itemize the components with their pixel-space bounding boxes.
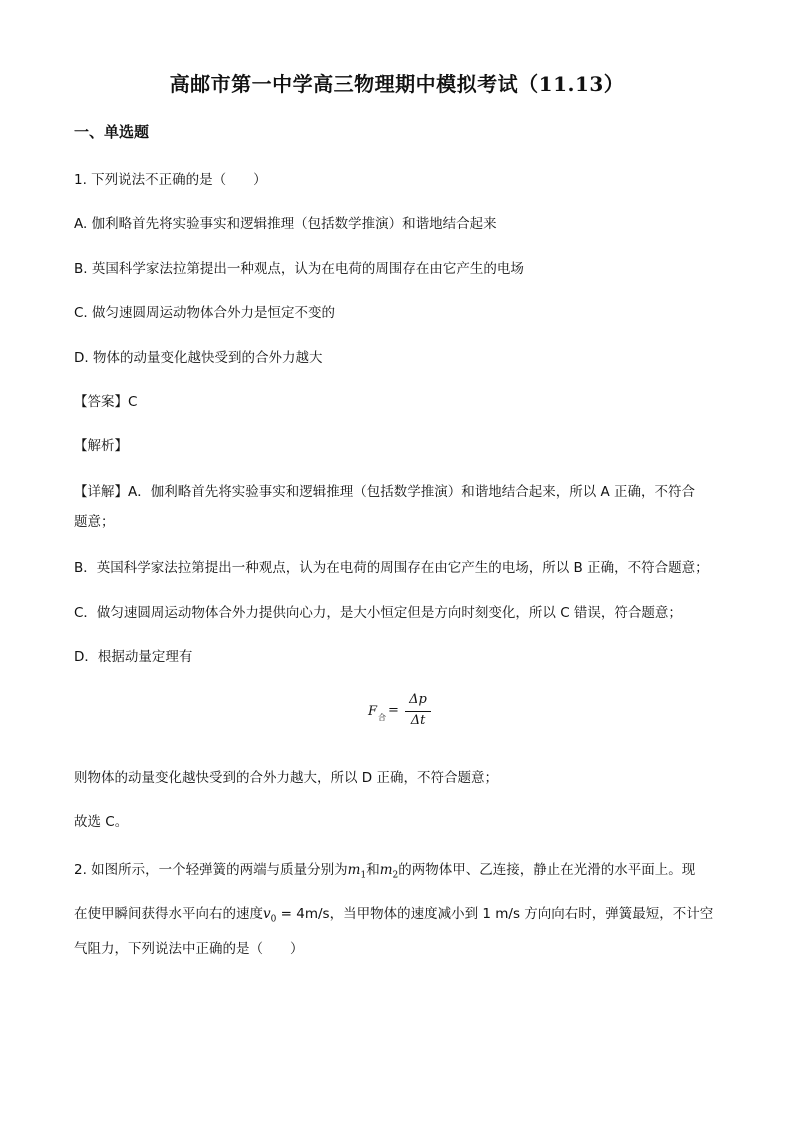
section-heading: 一、单选题 — [74, 123, 150, 141]
fraction-bar — [405, 711, 431, 712]
q1-option-d: D. 物体的动量变化越快受到的合外力越大 — [74, 350, 323, 366]
detail-b: B．英国科学家法拉第提出一种观点，认为在电荷的周围存在由它产生的电场，所以 B 正确，不符合题意； — [74, 560, 709, 576]
velocity-value: = 4m/s — [276, 906, 330, 922]
detail-tag: 【详解】 — [74, 484, 128, 500]
q2-line3: 气阻力，下列说法中正确的是（ ） — [74, 941, 304, 957]
detail-a-line1 — [74, 480, 695, 500]
analysis-tag: 【解析】 — [74, 438, 128, 454]
q2-text-b: 的两物体甲、乙连接，静止在光滑的水平面上。现 — [398, 862, 696, 878]
mass-1: $m_1$ — [347, 862, 367, 881]
formula-equals: = — [388, 703, 399, 718]
q2-text-a: 2. 如图所示，一个轻弹簧的两端与质量分别为 — [74, 862, 348, 878]
q1-stem: 1. 下列说法不正确的是（ ） — [74, 172, 267, 188]
q1-option-c: C. 做匀速圆周运动物体合外力是恒定不变的 — [74, 305, 336, 321]
answer-value: C — [128, 394, 138, 410]
q1-answer — [74, 390, 137, 410]
detail-conclusion: 则物体的动量变化越快受到的合外力越大，所以 D 正确，不符合题意； — [74, 770, 498, 786]
page-title: 高邮市第一中学高三物理期中模拟考试（11.13） — [169, 72, 625, 96]
q1-option-a: A. 伽利略首先将实验事实和逻辑推理（包括数学推演）和谐地结合起来 — [74, 216, 497, 232]
detail-a-text: A．伽利略首先将实验事实和逻辑推理（包括数学推演）和谐地结合起来，所以 A 正确，不符合 — [128, 484, 696, 500]
q2-line1 — [74, 858, 695, 881]
q2-text-d: ，当甲物体的速度减小到 1 m/s 方向向右时，弹簧最短，不计空 — [329, 906, 714, 922]
detail-c: C．做匀速圆周运动物体合外力提供向心力，是大小恒定但是方向时刻变化，所以 C 错误，符合题意； — [74, 605, 682, 621]
formula-lhs-subscript: 合 — [378, 713, 386, 722]
detail-d: D．根据动量定理有 — [74, 649, 193, 665]
q2-line2 — [74, 902, 713, 925]
q2-and: 和 — [366, 862, 380, 878]
formula-lhs: F — [368, 704, 378, 719]
answer-tag: 【答案】 — [74, 394, 128, 410]
q2-text-c: 在使甲瞬间获得水平向右的速度 — [74, 906, 263, 922]
choice-statement: 故选 C。 — [74, 814, 129, 830]
formula-denominator: Δt — [410, 713, 426, 728]
detail-a-line2: 题意； — [74, 514, 115, 530]
mass-2: $m_2$ — [379, 862, 399, 881]
momentum-formula — [368, 692, 448, 732]
formula-numerator: Δp — [409, 692, 427, 707]
q1-option-b: B. 英国科学家法拉第提出一种观点，认为在电荷的周围存在由它产生的电场 — [74, 261, 524, 277]
velocity-v0: $v_0$ — [263, 906, 277, 925]
